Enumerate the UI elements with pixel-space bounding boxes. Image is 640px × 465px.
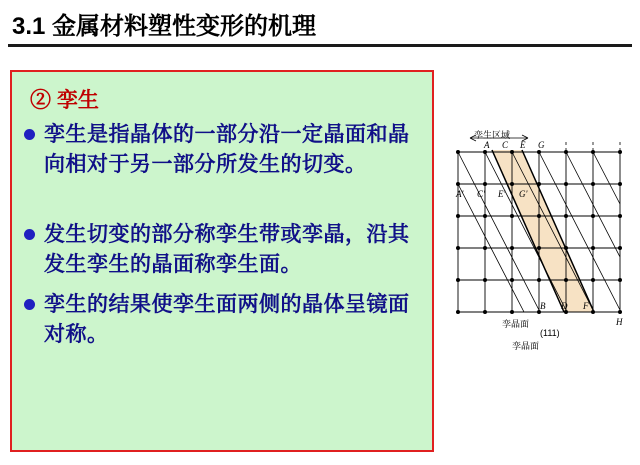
bullet-dot-icon: [24, 129, 35, 140]
bullet-dot-icon: [24, 299, 35, 310]
bullet-dot-icon: [24, 229, 35, 240]
twinning-crystal-lattice-diagram: [444, 112, 634, 360]
svg-text:G': G': [519, 189, 528, 199]
svg-text:G: G: [538, 140, 545, 150]
figure-caption-twin-crystal: 孪晶面: [512, 341, 540, 351]
svg-text:C: C: [502, 140, 509, 150]
svg-text:D: D: [561, 301, 568, 311]
svg-text:A: A: [484, 140, 490, 150]
svg-text:A': A': [456, 189, 464, 199]
svg-text:C': C': [477, 189, 485, 199]
bullet-text: 孪生是指晶体的一部分沿一定晶面和晶向相对于另一部分所发生的切变。: [44, 123, 410, 176]
section-heading: ② 孪生: [30, 89, 99, 112]
figure-caption-twin-plane: 孪晶面: [502, 319, 530, 329]
bullet-text: 孪生的结果使孪生面两侧的晶体呈镜面对称。: [44, 293, 410, 346]
svg-text:H: H: [616, 317, 623, 327]
bullet-item: [24, 120, 422, 180]
svg-text:E': E': [498, 189, 506, 199]
svg-text:E: E: [520, 140, 526, 150]
bullet-text: 发生切变的部分称孪生带或孪晶，沿其发生孪生的晶面称孪生面。: [44, 223, 410, 276]
content-panel: [10, 70, 434, 452]
figure-caption-miller-index: (111): [540, 328, 560, 338]
bullet-item: [24, 220, 422, 280]
figure-caption-region: 孪生区域: [474, 130, 511, 140]
bullet-item: [24, 290, 422, 350]
svg-text:F: F: [583, 301, 589, 311]
svg-text:B: B: [540, 301, 546, 311]
title-divider: [8, 44, 632, 47]
page-title: 3.1 金属材料塑性变形的机理: [12, 13, 317, 40]
